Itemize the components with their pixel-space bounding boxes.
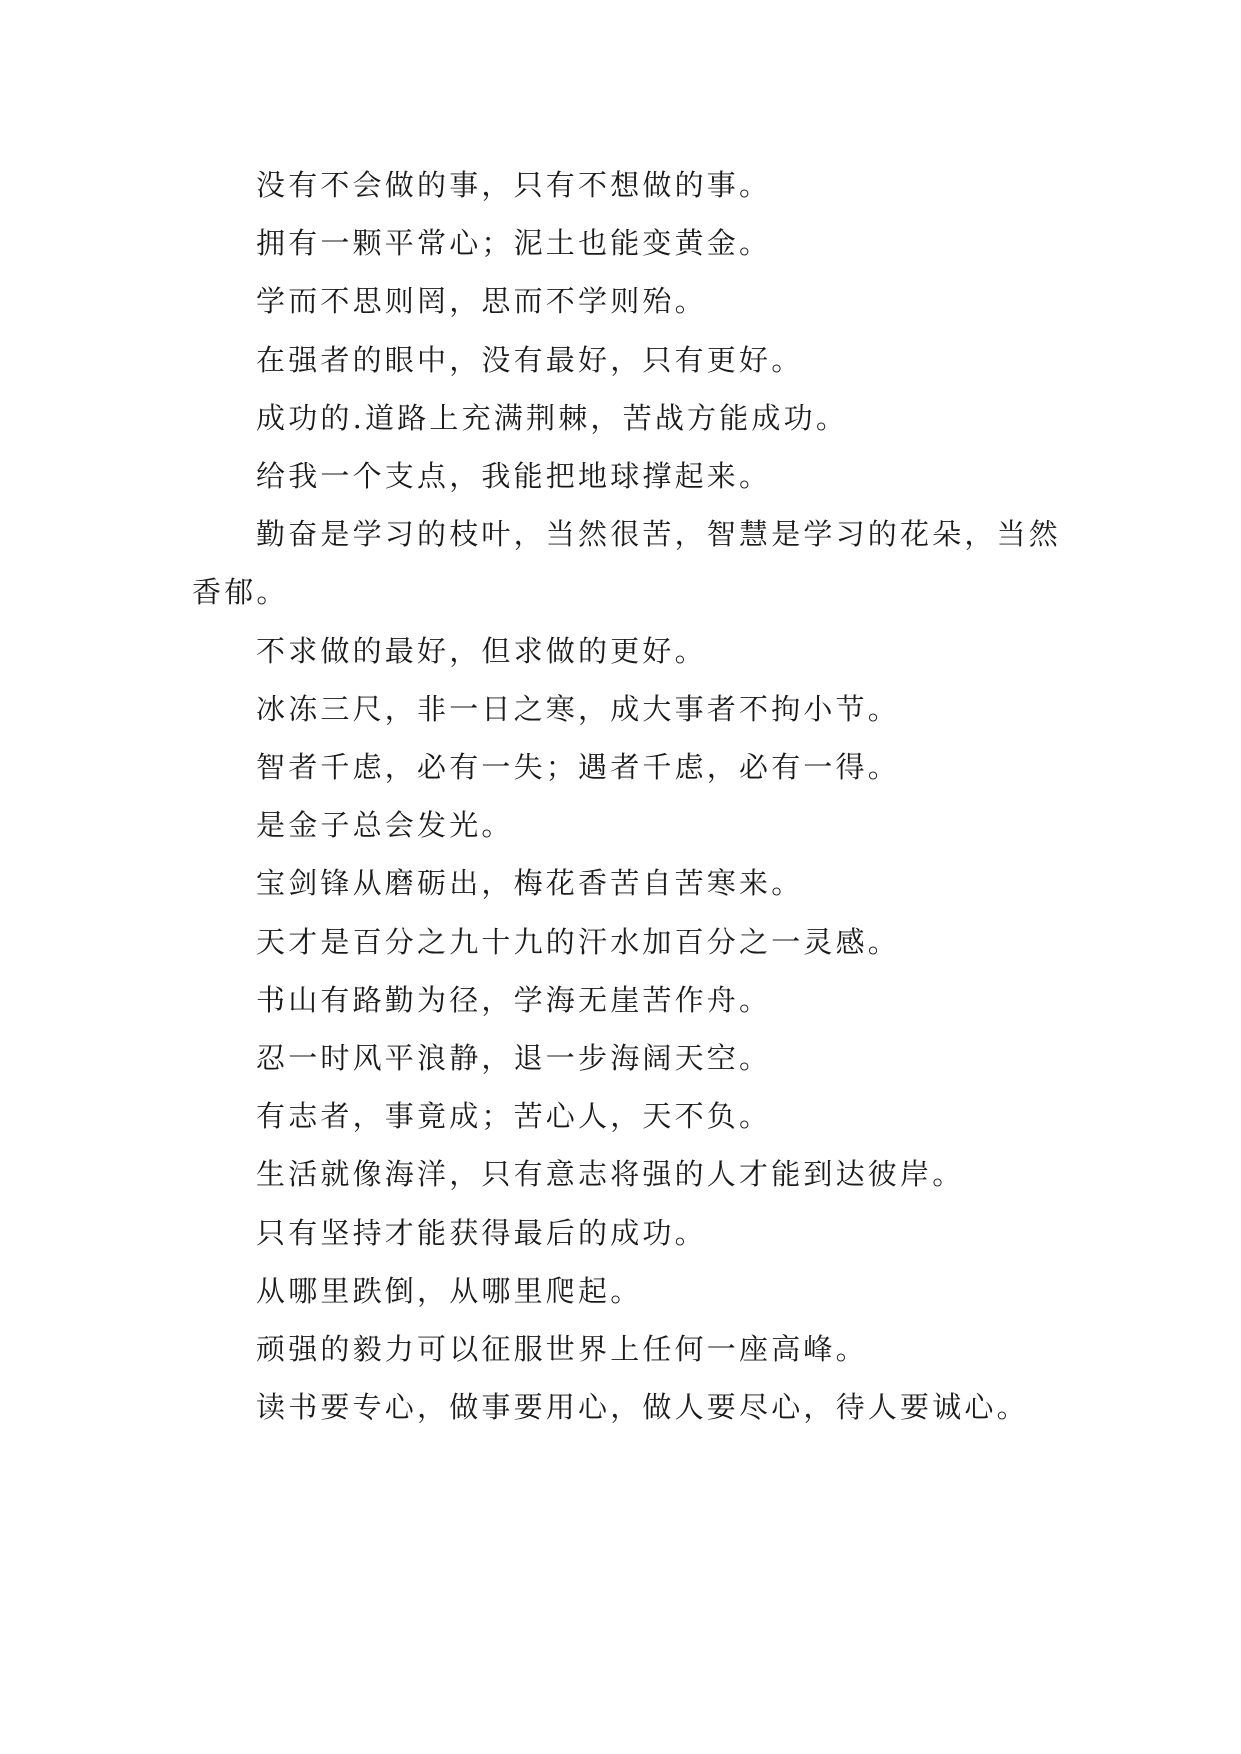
paragraph: 只有坚持才能获得最后的成功。 <box>256 1215 707 1250</box>
paragraph: 生活就像海洋，只有意志将强的人才能到达彼岸。 <box>256 1157 965 1192</box>
paragraph: 书山有路勤为径，学海无崖苦作舟。 <box>256 982 772 1017</box>
paragraph: 天才是百分之九十九的汗水加百分之一灵感。 <box>256 924 901 959</box>
paragraph: 在强者的眼中，没有最好，只有更好。 <box>256 342 804 377</box>
paragraph: 宝剑锋从磨砺出，梅花香苦自苦寒来。 <box>256 866 804 901</box>
paragraph: 忍一时风平浪静，退一步海阔天空。 <box>256 1041 772 1076</box>
document-body <box>192 156 1072 1436</box>
paragraph: 学而不思则罔，思而不学则殆。 <box>256 284 707 319</box>
paragraph: 顽强的毅力可以征服世界上任何一座高峰。 <box>256 1332 868 1367</box>
paragraph: 是金子总会发光。 <box>256 808 514 843</box>
paragraph: 有志者，事竟成；苦心人，天不负。 <box>256 1099 772 1134</box>
paragraph: 拥有一颗平常心；泥土也能变黄金。 <box>256 226 772 261</box>
paragraph: 智者千虑，必有一失；遇者千虑，必有一得。 <box>256 750 901 785</box>
paragraph: 成功的.道路上充满荆棘，苦战方能成功。 <box>256 400 849 435</box>
paragraph: 读书要专心，做事要用心，做人要尽心，待人要诚心。 <box>256 1390 1029 1425</box>
paragraph: 没有不会做的事，只有不想做的事。 <box>256 168 772 202</box>
paragraph: 给我一个支点，我能把地球撑起来。 <box>256 459 772 494</box>
paragraph: 从哪里跌倒，从哪里爬起。 <box>256 1273 643 1308</box>
paragraph: 冰冻三尺，非一日之寒，成大事者不拘小节。 <box>256 691 901 726</box>
paragraph: 不求做的最好，但求做的更好。 <box>256 633 707 668</box>
paragraph: 勤奋是学习的枝叶，当然很苦，智慧是学习的花朵，当然香郁。 <box>192 517 1062 610</box>
